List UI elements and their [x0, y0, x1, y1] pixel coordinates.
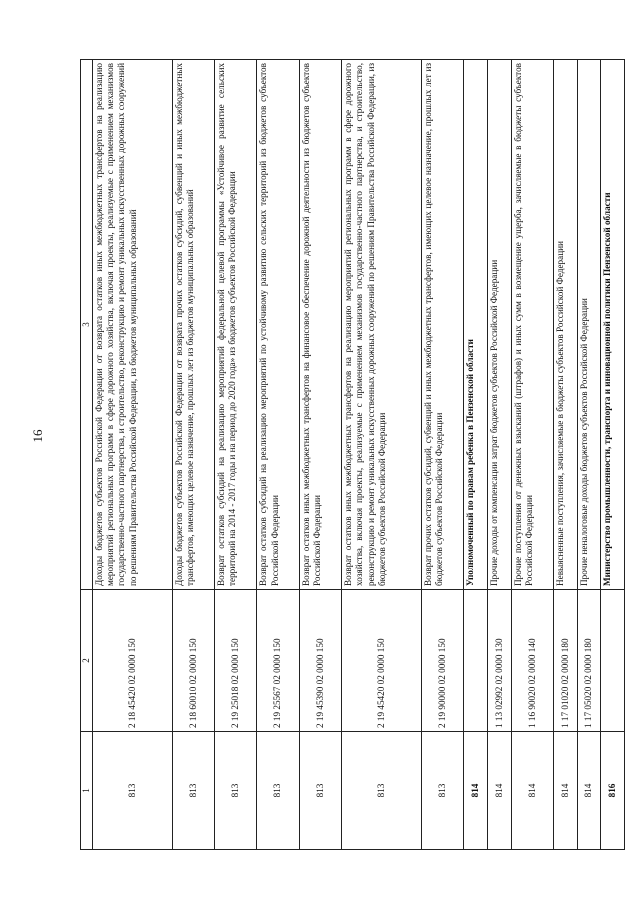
admin-code-cell: 813	[299, 732, 341, 850]
revenue-name-cell: Доходы бюджетов субъектов Российской Федерации от возврата остатков иных межбюджетных трансфертов на реализацию мероприятий региональных программ в сфере дорожного хозяйства, включая проекты, реализуемые с применением механизмов государственно-частного партнерства, и строительство, реконструкцию и ремонт уникальных искусственных дорожных сооружений по решениям Правительства Российской Федерации, из бюджетов муниципальных образований	[92, 60, 172, 590]
administrator-name-cell: Министерство промышленности, транспорта и инновационной политики Пензенской области	[601, 60, 625, 590]
revenue-code-cell: 2 19 90000 02 0000 150	[421, 590, 463, 732]
table-row	[257, 60, 299, 850]
table-row	[511, 60, 553, 850]
page-number: 16	[30, 429, 45, 443]
revenue-name-cell: Возврат остатков иных межбюджетных трансфертов на реализацию мероприятий региональных программ в сфере дорожного хозяйства, включая проекты, реализуемые с применением механизмов государственно-частного партнерства, и строительство, реконструкцию и ремонт уникальных искусственных дорожных сооружений по решениям Правительства Российской Федерации, из бюджетов субъектов Российской Федерации	[342, 60, 422, 590]
table-row	[342, 60, 422, 850]
table-row	[553, 60, 577, 850]
revenue-code-cell: 2 19 45390 02 0000 150	[299, 590, 341, 732]
section-header-row	[464, 60, 488, 850]
revenue-name-cell: Возврат остатков субсидий на реализацию мероприятий по устойчивому развитию сельских территорий из бюджетов субъектов Российской Федерации	[257, 60, 299, 590]
admin-code-cell: 813	[215, 732, 257, 850]
revenue-code-cell: 1 17 05020 02 0000 180	[577, 590, 601, 732]
revenue-name-cell: Невыясненные поступления, зачисляемые в бюджеты субъектов Российской Федерации	[553, 60, 577, 590]
admin-code-cell: 813	[172, 732, 214, 850]
admin-code-cell: 814	[487, 732, 511, 850]
table-row	[299, 60, 341, 850]
admin-code-cell: 816	[601, 732, 625, 850]
section-header-row	[601, 60, 625, 850]
revenue-code-cell: 1 13 02992 02 0000 130	[487, 590, 511, 732]
revenue-name-cell: Возврат прочих остатков субсидий, субвенций и иных межбюджетных трансфертов, имеющих целевое назначение, прошлых лет из бюджетов субъектов Российской Федерации	[421, 60, 463, 590]
table-frame	[80, 60, 625, 850]
header-col-3: 3	[81, 60, 93, 590]
revenue-codes-table	[80, 59, 625, 850]
header-col-1: 1	[81, 732, 93, 850]
revenue-name-cell: Возврат остатков субсидий на реализацию мероприятий федеральной целевой программы «Устойчивое развитие сельских территорий на 2014 - 2017 годы и на период до 2020 года» из бюджетов субъектов Российской Федерации	[215, 60, 257, 590]
revenue-code-cell: 2 18 45420 02 0000 150	[92, 590, 172, 732]
revenue-code-cell: 1 17 01020 02 0000 180	[553, 590, 577, 732]
revenue-code-cell: 1 16 90020 02 0000 140	[511, 590, 553, 732]
table-row	[577, 60, 601, 850]
table-row	[92, 60, 172, 850]
revenue-code-cell: 2 19 25567 02 0000 150	[257, 590, 299, 732]
admin-code-cell: 814	[577, 732, 601, 850]
table-row	[487, 60, 511, 850]
table-row	[215, 60, 257, 850]
admin-code-cell: 813	[421, 732, 463, 850]
revenue-name-cell: Возврат остатков иных межбюджетных трансфертов на финансовое обеспечение дорожной деятельности из бюджетов субъектов Российской Федерации	[299, 60, 341, 590]
header-col-2: 2	[81, 590, 93, 732]
revenue-name-cell: Прочие неналоговые доходы бюджетов субъектов Российской Федерации	[577, 60, 601, 590]
admin-code-cell: 813	[342, 732, 422, 850]
header-row	[81, 60, 93, 850]
revenue-code-cell: 2 19 45420 02 0000 150	[342, 590, 422, 732]
rotated-table-container	[80, 60, 625, 850]
table-row	[421, 60, 463, 850]
admin-code-cell: 814	[511, 732, 553, 850]
revenue-name-cell: Прочие доходы от компенсации затрат бюджетов субъектов Российской Федерации	[487, 60, 511, 590]
revenue-code-cell	[601, 590, 625, 732]
admin-code-cell: 814	[553, 732, 577, 850]
revenue-name-cell: Доходы бюджетов субъектов Российской Федерации от возврата прочих остатков субсидий, субвенций и иных межбюджетных трансфертов, имеющих целевое назначение, прошлых лет из бюджетов муниципальных образований	[172, 60, 214, 590]
admin-code-cell: 813	[257, 732, 299, 850]
admin-code-cell: 814	[464, 732, 488, 850]
revenue-code-cell	[464, 590, 488, 732]
revenue-code-cell: 2 18 60010 02 0000 150	[172, 590, 214, 732]
admin-code-cell: 813	[92, 732, 172, 850]
table-row	[172, 60, 214, 850]
administrator-name-cell: Уполномоченный по правам ребенка в Пензенской области	[464, 60, 488, 590]
revenue-name-cell: Прочие поступления от денежных взысканий (штрафов) и иных сумм в возмещение ущерба, зачисляемые в бюджеты субъектов Российской Федерации	[511, 60, 553, 590]
revenue-code-cell: 2 19 25018 02 0000 150	[215, 590, 257, 732]
